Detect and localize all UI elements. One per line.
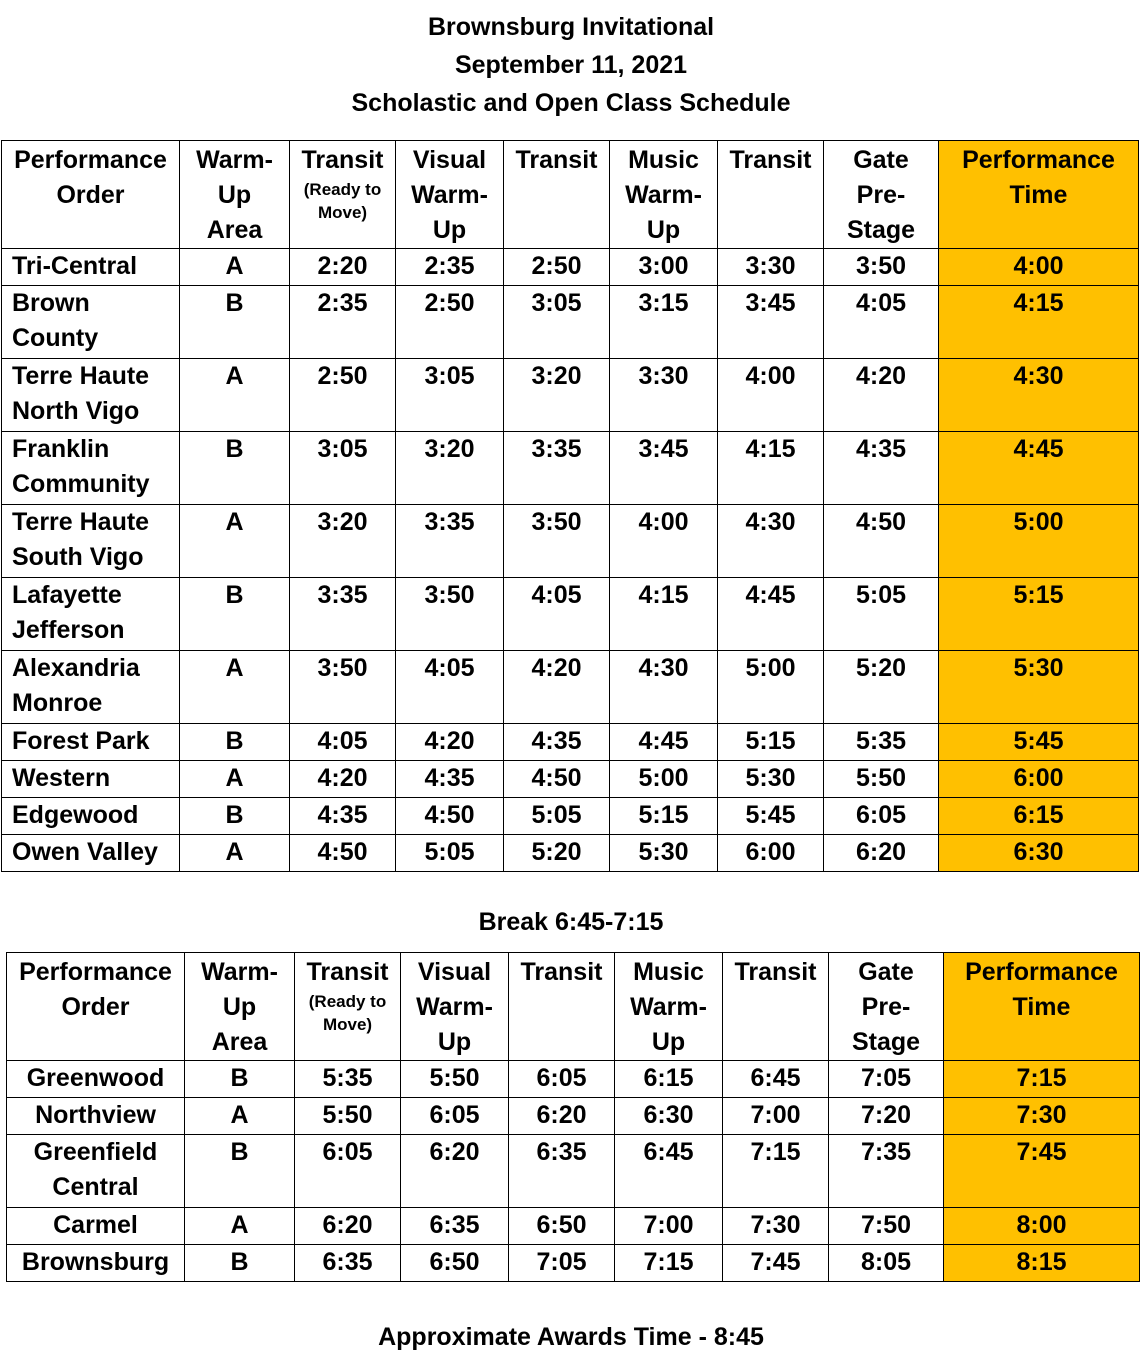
transit-time-cell: 7:30 (723, 1208, 829, 1245)
music-warmup-time-cell: 6:30 (615, 1098, 723, 1135)
performance-time-cell: 4:15 (939, 286, 1139, 359)
transit-time-cell: 3:50 (504, 505, 610, 578)
warmup-area-cell: A (180, 359, 290, 432)
transit-time-cell: 3:20 (504, 359, 610, 432)
visual-warmup-time-cell: 4:05 (396, 651, 504, 724)
warmup-area-cell: B (185, 1135, 295, 1208)
gate-prestage-time-cell: 3:50 (824, 249, 939, 286)
school-name-cell (2, 724, 180, 761)
school-name-line: Jefferson (12, 616, 125, 644)
visual-warmup-time-cell: 3:50 (396, 578, 504, 651)
table-row (7, 1135, 1140, 1208)
column-header-transit (723, 953, 829, 1061)
gate-prestage-time-cell: 5:35 (824, 724, 939, 761)
gate-prestage-time-cell: 7:05 (829, 1061, 944, 1098)
table-row (2, 286, 1139, 359)
header-line: Warm- (201, 958, 278, 986)
column-header-performance-time (939, 141, 1139, 249)
header-line: Warm- (416, 993, 493, 1021)
header-line: Move) (322, 1015, 373, 1034)
school-name-line: North Vigo (12, 397, 140, 425)
gate-prestage-time-cell: 5:50 (824, 761, 939, 798)
school-name-line: Central (52, 1173, 139, 1201)
transit-ready-time-cell: 2:20 (290, 249, 396, 286)
break-notice: Break 6:45-7:15 (478, 908, 664, 936)
header-line: Up (646, 216, 681, 244)
school-name-cell (2, 505, 180, 578)
transit-time-cell: 7:00 (723, 1098, 829, 1135)
header-line: Up (437, 1028, 472, 1056)
transit-ready-time-cell: 2:35 (290, 286, 396, 359)
school-name-line: Alexandria (12, 654, 140, 682)
table-row (2, 724, 1139, 761)
gate-prestage-time-cell: 5:05 (824, 578, 939, 651)
header-line: (Ready to (303, 180, 382, 199)
column-header-warmup-area (185, 953, 295, 1061)
performance-time-cell: 6:30 (939, 835, 1139, 872)
school-name-line: Carmel (53, 1211, 138, 1239)
performance-time-cell: 7:45 (944, 1135, 1140, 1208)
transit-time-cell: 3:45 (718, 286, 824, 359)
column-header-performance-order (2, 141, 180, 249)
visual-warmup-time-cell: 6:20 (401, 1135, 509, 1208)
gate-prestage-time-cell: 4:50 (824, 505, 939, 578)
performance-time-cell: 4:00 (939, 249, 1139, 286)
school-name-line: Northview (35, 1101, 156, 1129)
header-row (2, 141, 1139, 249)
visual-warmup-time-cell: 5:50 (401, 1061, 509, 1098)
transit-time-cell: 3:05 (504, 286, 610, 359)
header-line: Pre- (856, 181, 906, 209)
gate-prestage-time-cell: 8:05 (829, 1245, 944, 1282)
visual-warmup-time-cell: 3:35 (396, 505, 504, 578)
header-line: Performance (14, 146, 167, 174)
transit-ready-time-cell: 4:05 (290, 724, 396, 761)
gate-prestage-time-cell: 4:35 (824, 432, 939, 505)
warmup-area-cell: A (180, 761, 290, 798)
school-name-cell (2, 761, 180, 798)
header-line: Time (1012, 993, 1071, 1021)
school-name-line: Greenfield (33, 1138, 158, 1166)
performance-time-cell: 4:30 (939, 359, 1139, 432)
warmup-area-cell: A (180, 505, 290, 578)
music-warmup-time-cell: 4:00 (610, 505, 718, 578)
performance-time-cell: 5:45 (939, 724, 1139, 761)
transit-ready-time-cell: 3:50 (290, 651, 396, 724)
transit-time-cell: 6:05 (509, 1061, 615, 1098)
warmup-area-cell: B (185, 1245, 295, 1282)
header-line: Warm- (196, 146, 273, 174)
school-name-line: Brownsburg (21, 1248, 170, 1276)
music-warmup-time-cell: 5:30 (610, 835, 718, 872)
transit-time-cell: 5:00 (718, 651, 824, 724)
gate-prestage-time-cell: 7:35 (829, 1135, 944, 1208)
visual-warmup-time-cell: 4:35 (396, 761, 504, 798)
transit-time-cell: 6:20 (509, 1098, 615, 1135)
header-line: Move) (317, 203, 368, 222)
header-line: Transit (515, 146, 598, 174)
performance-time-cell: 5:00 (939, 505, 1139, 578)
school-name-cell (2, 286, 180, 359)
column-header-transit-ready (295, 953, 401, 1061)
table-row (7, 1208, 1140, 1245)
school-name-line: Terre Haute (12, 362, 150, 390)
header-line: Performance (19, 958, 172, 986)
header-line: Order (61, 993, 130, 1021)
column-header-music-warmup (610, 141, 718, 249)
warmup-area-cell: B (180, 724, 290, 761)
awards-notice: Approximate Awards Time - 8:45 (378, 1323, 764, 1351)
document-title: Brownsburg Invitational (427, 13, 715, 41)
transit-time-cell: 4:20 (504, 651, 610, 724)
school-name-line: Lafayette (12, 581, 122, 609)
header-line: Area (211, 1028, 268, 1056)
transit-ready-time-cell: 4:20 (290, 761, 396, 798)
music-warmup-time-cell: 4:30 (610, 651, 718, 724)
column-header-transit (718, 141, 824, 249)
performance-time-cell: 4:45 (939, 432, 1139, 505)
column-header-transit (504, 141, 610, 249)
header-line: Area (206, 216, 263, 244)
transit-time-cell: 5:15 (718, 724, 824, 761)
music-warmup-time-cell: 5:00 (610, 761, 718, 798)
table-row (2, 359, 1139, 432)
table-row (2, 432, 1139, 505)
header-line: Gate (858, 958, 914, 986)
visual-warmup-time-cell: 5:05 (396, 835, 504, 872)
performance-time-cell: 7:15 (944, 1061, 1140, 1098)
school-name-cell (2, 651, 180, 724)
column-header-performance-order (7, 953, 185, 1061)
header-line: Transit (301, 146, 384, 174)
school-name-line: Terre Haute (12, 508, 150, 536)
music-warmup-time-cell: 3:45 (610, 432, 718, 505)
gate-prestage-time-cell: 5:20 (824, 651, 939, 724)
transit-time-cell: 5:45 (718, 798, 824, 835)
visual-warmup-time-cell: 3:05 (396, 359, 504, 432)
header-line: Up (217, 181, 252, 209)
schedule-table-2 (6, 952, 1140, 1282)
table-row (7, 1061, 1140, 1098)
header-line: Visual (417, 958, 492, 986)
transit-time-cell: 4:45 (718, 578, 824, 651)
school-name-cell (7, 1245, 185, 1282)
warmup-area-cell: B (180, 798, 290, 835)
transit-time-cell: 4:05 (504, 578, 610, 651)
visual-warmup-time-cell: 6:50 (401, 1245, 509, 1282)
column-header-transit-ready (290, 141, 396, 249)
school-name-line: Owen Valley (12, 838, 158, 866)
music-warmup-time-cell: 3:15 (610, 286, 718, 359)
school-name-cell (2, 359, 180, 432)
performance-time-cell: 5:30 (939, 651, 1139, 724)
warmup-area-cell: A (180, 249, 290, 286)
header-line: Music (628, 146, 699, 174)
music-warmup-time-cell: 5:15 (610, 798, 718, 835)
column-header-music-warmup (615, 953, 723, 1061)
performance-time-cell: 6:15 (939, 798, 1139, 835)
gate-prestage-time-cell: 6:05 (824, 798, 939, 835)
header-line: Visual (412, 146, 487, 174)
transit-time-cell: 7:15 (723, 1135, 829, 1208)
header-line: Transit (306, 958, 389, 986)
document-date: September 11, 2021 (454, 51, 688, 79)
column-header-performance-time (944, 953, 1140, 1061)
header-line: Transit (734, 958, 817, 986)
table-row (2, 835, 1139, 872)
gate-prestage-time-cell: 4:05 (824, 286, 939, 359)
music-warmup-time-cell: 3:00 (610, 249, 718, 286)
visual-warmup-time-cell: 4:20 (396, 724, 504, 761)
table-row (2, 651, 1139, 724)
school-name-line: Brown (12, 289, 90, 317)
performance-time-cell: 8:15 (944, 1245, 1140, 1282)
school-name-line: Tri-Central (12, 252, 138, 280)
transit-time-cell: 4:50 (504, 761, 610, 798)
warmup-area-cell: B (185, 1061, 295, 1098)
transit-time-cell: 4:00 (718, 359, 824, 432)
warmup-area-cell: B (180, 286, 290, 359)
column-header-gate-prestage (829, 953, 944, 1061)
warmup-area-cell: B (180, 432, 290, 505)
transit-time-cell: 6:50 (509, 1208, 615, 1245)
performance-time-cell: 5:15 (939, 578, 1139, 651)
music-warmup-time-cell: 7:15 (615, 1245, 723, 1282)
music-warmup-time-cell: 3:30 (610, 359, 718, 432)
table-row (2, 798, 1139, 835)
performance-time-cell: 6:00 (939, 761, 1139, 798)
warmup-area-cell: A (185, 1098, 295, 1135)
school-name-cell (2, 835, 180, 872)
header-line: Stage (851, 1028, 921, 1056)
transit-ready-time-cell: 6:35 (295, 1245, 401, 1282)
music-warmup-time-cell: 6:45 (615, 1135, 723, 1208)
transit-time-cell: 7:05 (509, 1245, 615, 1282)
performance-time-cell: 8:00 (944, 1208, 1140, 1245)
school-name-line: Western (12, 764, 111, 792)
transit-time-cell: 5:05 (504, 798, 610, 835)
school-name-line: County (12, 324, 99, 352)
transit-time-cell: 2:50 (504, 249, 610, 286)
gate-prestage-time-cell: 7:50 (829, 1208, 944, 1245)
table-row (7, 1245, 1140, 1282)
transit-ready-time-cell: 5:50 (295, 1098, 401, 1135)
transit-time-cell: 6:45 (723, 1061, 829, 1098)
header-line: Pre- (861, 993, 911, 1021)
visual-warmup-time-cell: 6:35 (401, 1208, 509, 1245)
transit-ready-time-cell: 6:05 (295, 1135, 401, 1208)
school-name-cell (7, 1135, 185, 1208)
visual-warmup-time-cell: 6:05 (401, 1098, 509, 1135)
school-name-line: Franklin (12, 435, 110, 463)
table-row (2, 249, 1139, 286)
transit-time-cell: 7:45 (723, 1245, 829, 1282)
school-name-line: Monroe (12, 689, 103, 717)
visual-warmup-time-cell: 2:50 (396, 286, 504, 359)
visual-warmup-time-cell: 2:35 (396, 249, 504, 286)
school-name-cell (2, 578, 180, 651)
gate-prestage-time-cell: 4:20 (824, 359, 939, 432)
transit-ready-time-cell: 4:35 (290, 798, 396, 835)
music-warmup-time-cell: 4:45 (610, 724, 718, 761)
table-row (7, 1098, 1140, 1135)
warmup-area-cell: B (180, 578, 290, 651)
transit-time-cell: 4:15 (718, 432, 824, 505)
school-name-cell (7, 1208, 185, 1245)
header-line: Performance (965, 958, 1118, 986)
header-line: Performance (962, 146, 1115, 174)
header-line: Warm- (411, 181, 488, 209)
school-name-line: Forest Park (12, 727, 150, 755)
transit-time-cell: 5:20 (504, 835, 610, 872)
transit-ready-time-cell: 3:05 (290, 432, 396, 505)
header-line: (Ready to (308, 992, 387, 1011)
header-row (7, 953, 1140, 1061)
transit-time-cell: 4:30 (718, 505, 824, 578)
header-line: Time (1009, 181, 1068, 209)
transit-time-cell: 3:30 (718, 249, 824, 286)
column-header-transit (509, 953, 615, 1061)
transit-ready-time-cell: 2:50 (290, 359, 396, 432)
transit-time-cell: 6:35 (509, 1135, 615, 1208)
table-row (2, 505, 1139, 578)
header-line: Gate (853, 146, 909, 174)
music-warmup-time-cell: 7:00 (615, 1208, 723, 1245)
header-line: Music (633, 958, 704, 986)
transit-ready-time-cell: 6:20 (295, 1208, 401, 1245)
column-header-gate-prestage (824, 141, 939, 249)
transit-ready-time-cell: 3:20 (290, 505, 396, 578)
gate-prestage-time-cell: 6:20 (824, 835, 939, 872)
transit-time-cell: 3:35 (504, 432, 610, 505)
header-line: Up (651, 1028, 686, 1056)
header-line: Warm- (630, 993, 707, 1021)
performance-time-cell: 7:30 (944, 1098, 1140, 1135)
transit-time-cell: 6:00 (718, 835, 824, 872)
header-line: Transit (520, 958, 603, 986)
visual-warmup-time-cell: 3:20 (396, 432, 504, 505)
schedule-table-1 (1, 140, 1139, 872)
school-name-cell (7, 1061, 185, 1098)
column-header-warmup-area (180, 141, 290, 249)
school-name-line: South Vigo (12, 543, 144, 571)
header-line: Up (432, 216, 467, 244)
school-name-cell (7, 1098, 185, 1135)
column-header-visual-warmup (396, 141, 504, 249)
warmup-area-cell: A (185, 1208, 295, 1245)
school-name-line: Community (12, 470, 150, 498)
warmup-area-cell: A (180, 651, 290, 724)
header-line: Stage (846, 216, 916, 244)
header-line: Warm- (625, 181, 702, 209)
transit-ready-time-cell: 3:35 (290, 578, 396, 651)
table-row (2, 578, 1139, 651)
header-line: Order (56, 181, 125, 209)
school-name-cell (2, 249, 180, 286)
transit-time-cell: 4:35 (504, 724, 610, 761)
music-warmup-time-cell: 4:15 (610, 578, 718, 651)
table-row (2, 761, 1139, 798)
school-name-line: Edgewood (12, 801, 139, 829)
gate-prestage-time-cell: 7:20 (829, 1098, 944, 1135)
transit-time-cell: 5:30 (718, 761, 824, 798)
transit-ready-time-cell: 5:35 (295, 1061, 401, 1098)
document-subtitle: Scholastic and Open Class Schedule (351, 89, 791, 117)
transit-ready-time-cell: 4:50 (290, 835, 396, 872)
visual-warmup-time-cell: 4:50 (396, 798, 504, 835)
school-name-line: Greenwood (26, 1064, 165, 1092)
column-header-visual-warmup (401, 953, 509, 1061)
school-name-cell (2, 432, 180, 505)
school-name-cell (2, 798, 180, 835)
header-line: Transit (729, 146, 812, 174)
header-line: Up (222, 993, 257, 1021)
warmup-area-cell: A (180, 835, 290, 872)
music-warmup-time-cell: 6:15 (615, 1061, 723, 1098)
